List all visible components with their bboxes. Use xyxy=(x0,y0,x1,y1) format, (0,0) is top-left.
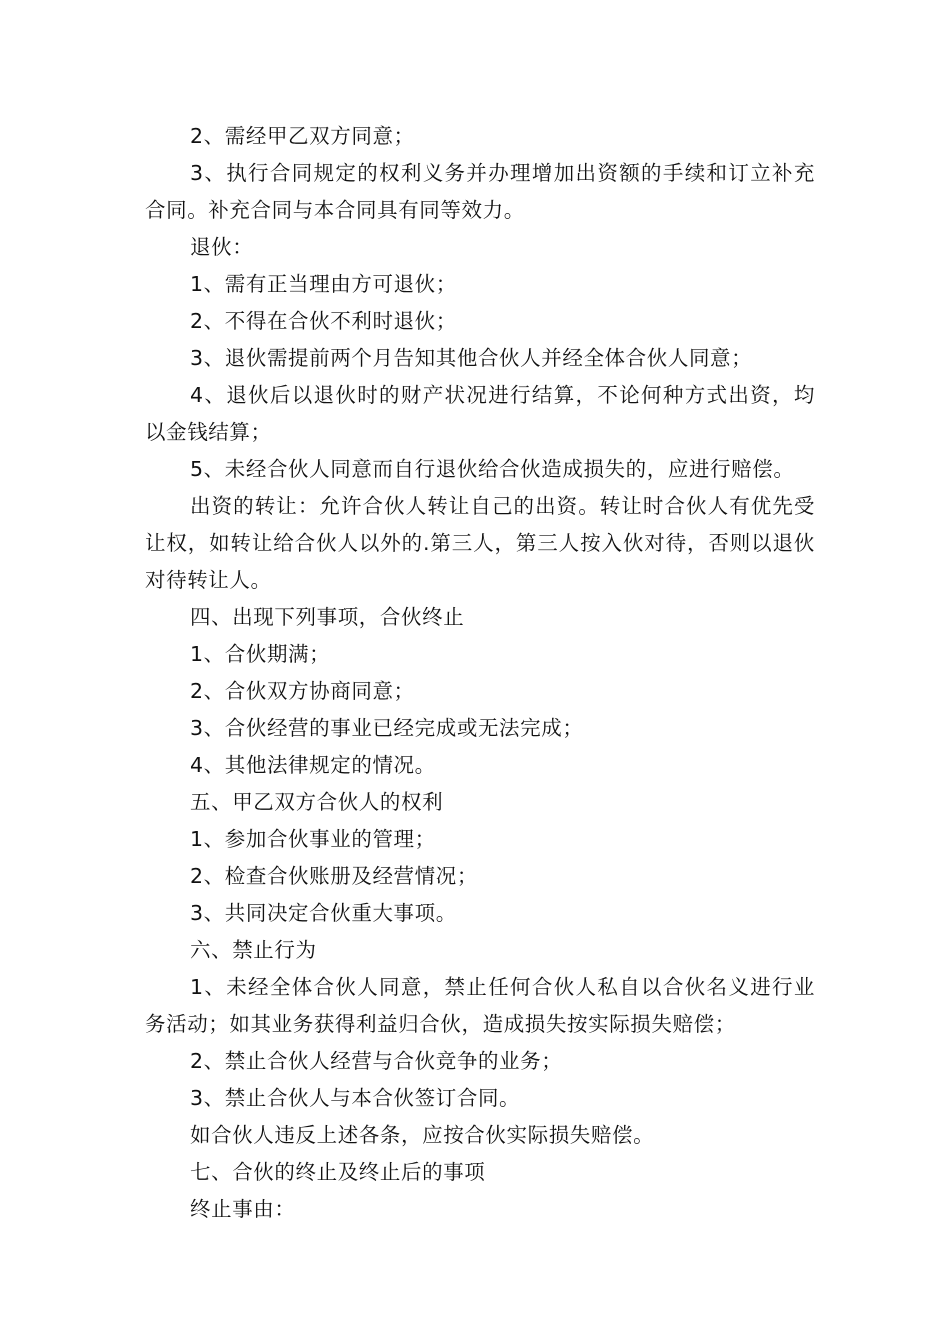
paragraph: 3、退伙需提前两个月告知其他合伙人并经全体合伙人同意； xyxy=(190,346,753,370)
paragraph: 1、需有正当理由方可退伙； xyxy=(190,272,457,296)
paragraph: 2、检查合伙账册及经营情况； xyxy=(190,864,478,888)
paragraph: 2、需经甲乙双方同意； xyxy=(190,124,415,148)
section-heading: 四、出现下列事项，合伙终止 xyxy=(190,605,465,629)
section-heading: 七、合伙的终止及终止后的事项 xyxy=(190,1160,486,1184)
paragraph: 出资的转让：允许合伙人转让自己的出资。转让时合伙人有优先受让权，如转让给合伙人以外的.第三人，第三人按入伙对待，否则以退伙对待转让人。 xyxy=(145,494,815,592)
section-heading: 六、禁止行为 xyxy=(190,938,317,962)
paragraph: 如合伙人违反上述各条，应按合伙实际损失赔偿。 xyxy=(190,1123,655,1147)
paragraph: 终止事由： xyxy=(190,1197,296,1221)
paragraph: 3、共同决定合伙重大事项。 xyxy=(190,901,457,925)
section-heading: 五、甲乙双方合伙人的权利 xyxy=(190,790,444,814)
paragraph: 3、禁止合伙人与本合伙签订合同。 xyxy=(190,1086,521,1110)
paragraph: 2、禁止合伙人经营与合伙竞争的业务； xyxy=(190,1049,563,1073)
document-body xyxy=(145,118,815,1228)
paragraph: 1、未经全体合伙人同意，禁止任何合伙人私自以合伙名义进行业务活动；如其业务获得利益归合伙，造成损失按实际损失赔偿； xyxy=(145,975,815,1036)
paragraph: 3、执行合同规定的权利义务并办理增加出资额的手续和订立补充合同。补充合同与本合同具有同等效力。 xyxy=(145,161,815,222)
paragraph: 5、未经合伙人同意而自行退伙给合伙造成损失的，应进行赔偿。 xyxy=(190,457,795,481)
paragraph: 1、合伙期满； xyxy=(190,642,331,666)
paragraph: 2、不得在合伙不利时退伙； xyxy=(190,309,457,333)
paragraph: 4、退伙后以退伙时的财产状况进行结算，不论何种方式出资，均以金钱结算； xyxy=(145,383,815,444)
paragraph: 1、参加合伙事业的管理； xyxy=(190,827,436,851)
section-heading: 退伙： xyxy=(190,235,254,259)
paragraph: 3、合伙经营的事业已经完成或无法完成； xyxy=(190,716,584,740)
paragraph: 4、其他法律规定的情况。 xyxy=(190,753,436,777)
paragraph: 2、合伙双方协商同意； xyxy=(190,679,415,703)
